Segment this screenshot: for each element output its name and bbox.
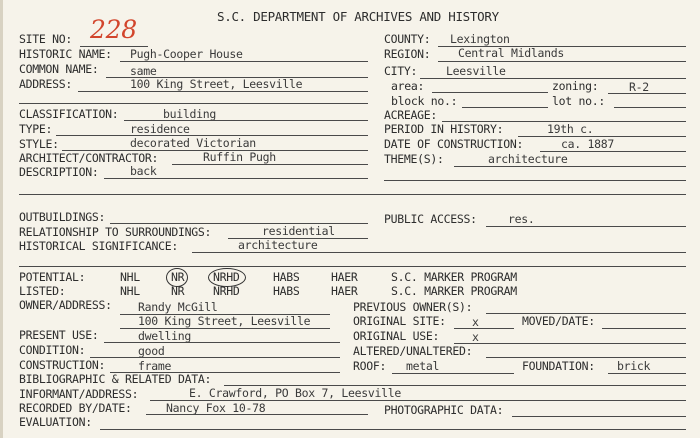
listed-nrhd: NRHD xyxy=(213,284,240,298)
altered-line xyxy=(486,357,686,358)
outbuildings-label: OUTBUILDINGS: xyxy=(19,210,106,224)
area-line xyxy=(432,92,548,93)
description-extra-line xyxy=(19,194,686,195)
description-label: DESCRIPTION: xyxy=(19,165,99,179)
site-no-label: SITE NO: xyxy=(19,32,72,46)
listed-haer: HAER xyxy=(331,284,358,298)
foundation-label: FOUNDATION: xyxy=(522,359,595,373)
significance-label: HISTORICAL SIGNIFICANCE: xyxy=(19,239,178,253)
photo-label: PHOTOGRAPHIC DATA: xyxy=(384,403,504,417)
roof-line xyxy=(392,373,514,374)
description-line xyxy=(104,178,368,179)
relationship-label: RELATIONSHIP TO SURROUNDINGS: xyxy=(19,225,212,239)
classification-value: building xyxy=(163,107,216,121)
common-name-label: COMMON NAME: xyxy=(19,62,99,76)
informant-value: E. Crawford, PO Box 7, Leesville xyxy=(189,386,401,400)
card-edge xyxy=(0,0,3,438)
classification-label: CLASSIFICATION: xyxy=(19,107,119,121)
potential-marker: S.C. MARKER PROGRAM xyxy=(391,270,517,284)
relationship-value: residential xyxy=(262,224,335,238)
orig-site-line xyxy=(454,328,514,329)
photo-line xyxy=(512,416,686,417)
significance-extra-line xyxy=(19,266,686,267)
potential-nr: NR xyxy=(171,270,185,284)
address-label: ADDRESS: xyxy=(19,77,72,91)
description-value: back xyxy=(130,164,157,178)
roof-label: ROOF: xyxy=(353,359,387,373)
orig-use-label: ORIGINAL USE: xyxy=(353,329,440,343)
owner-address: 100 King Street, Leesville xyxy=(138,314,311,328)
date-value: ca. 1887 xyxy=(561,137,614,151)
construction-value: frame xyxy=(138,359,172,373)
recorded-line xyxy=(146,414,368,415)
zoning-value: R-2 xyxy=(629,80,649,94)
zoning-label: zoning: xyxy=(552,79,599,93)
listed-label: LISTED: xyxy=(19,284,66,298)
listed-habs: HABS xyxy=(273,284,300,298)
theme-line xyxy=(454,166,686,167)
public-access-label: PUBLIC ACCESS: xyxy=(384,212,477,226)
city-value: Leesville xyxy=(446,64,506,78)
architect-value: Ruffin Pugh xyxy=(203,150,276,164)
architect-label: ARCHITECT/CONTRACTOR: xyxy=(19,151,159,165)
condition-label: CONDITION: xyxy=(19,343,86,357)
present-use-label: PRESENT USE: xyxy=(19,328,99,342)
altered-label: ALTERED/UNALTERED: xyxy=(353,344,473,358)
type-value: residence xyxy=(130,122,190,136)
address-line xyxy=(78,91,368,92)
period-value: 19th c. xyxy=(547,122,594,136)
address-value: 100 King Street, Leesville xyxy=(130,77,303,91)
potential-haer: HAER xyxy=(331,270,358,284)
foundation-value: brick xyxy=(617,359,651,373)
biblio-label: BIBLIOGRAPHIC & RELATED DATA: xyxy=(19,372,212,386)
condition-value: good xyxy=(138,344,165,358)
acreage-label: ACREAGE: xyxy=(384,108,437,122)
county-label: COUNTY: xyxy=(384,32,431,46)
public-access-line xyxy=(486,226,686,227)
region-value: Central Midlands xyxy=(458,46,564,60)
listed-nhl: NHL xyxy=(120,284,140,298)
foundation-line xyxy=(608,373,686,374)
listed-nr: NR xyxy=(171,284,185,298)
style-value: decorated Victorian xyxy=(130,136,256,150)
city-label: CITY: xyxy=(384,64,418,78)
theme-extra-line xyxy=(384,180,686,181)
informant-label: INFORMANT/ADDRESS: xyxy=(19,387,139,401)
significance-value: architecture xyxy=(238,238,318,252)
orig-site-label: ORIGINAL SITE: xyxy=(353,314,446,328)
moved-line xyxy=(602,328,686,329)
potential-nhl: NHL xyxy=(120,270,140,284)
block-label: block no.: xyxy=(391,94,458,108)
prev-owner-label: PREVIOUS OWNER(S): xyxy=(353,300,473,314)
county-value: Lexington xyxy=(450,32,510,46)
area-label: area: xyxy=(391,79,425,93)
region-line xyxy=(438,61,686,62)
orig-use-line xyxy=(454,343,686,344)
historic-name-line xyxy=(120,61,368,62)
present-use-line xyxy=(104,342,340,343)
zoning-line xyxy=(608,93,686,94)
lot-line xyxy=(614,107,686,108)
theme-value: architecture xyxy=(488,152,568,166)
orig-site-value: x xyxy=(472,315,479,329)
evaluation-label: EVALUATION: xyxy=(19,415,92,429)
moved-label: MOVED/DATE: xyxy=(522,314,595,328)
period-label: PERIOD IN HISTORY: xyxy=(384,122,504,136)
common-name-value: same xyxy=(130,64,157,78)
potential-label: POTENTIAL: xyxy=(19,270,86,284)
lot-label: lot no.: xyxy=(552,94,605,108)
evaluation-line xyxy=(100,429,686,430)
historic-name-label: HISTORIC NAME: xyxy=(19,47,112,61)
card-header: S.C. DEPARTMENT OF ARCHIVES AND HISTORY xyxy=(217,9,499,24)
type-label: TYPE: xyxy=(19,122,53,136)
potential-nrhd: NRHD xyxy=(213,270,240,284)
block-line xyxy=(462,107,548,108)
classification-line xyxy=(124,120,368,121)
recorded-label: RECORDED BY/DATE: xyxy=(19,401,132,415)
owner-name: Randy McGill xyxy=(138,300,218,314)
region-label: REGION: xyxy=(384,47,431,61)
address-extra-line xyxy=(19,103,368,104)
site-no-value: 228 xyxy=(90,15,137,44)
theme-label: THEME(S): xyxy=(384,152,444,166)
date-label: DATE OF CONSTRUCTION: xyxy=(384,137,524,151)
orig-use-value: x xyxy=(472,330,479,344)
roof-value: metal xyxy=(406,359,440,373)
historic-name-value: Pugh-Cooper House xyxy=(130,47,243,61)
present-use-value: dwelling xyxy=(138,329,191,343)
potential-habs: HABS xyxy=(273,270,300,284)
architect-line xyxy=(172,164,368,165)
style-label: STYLE: xyxy=(19,137,59,151)
public-access-value: res. xyxy=(508,212,535,226)
recorded-value: Nancy Fox 10-78 xyxy=(166,401,266,415)
listed-marker: S.C. MARKER PROGRAM xyxy=(391,284,517,298)
condition-line xyxy=(90,357,340,358)
construction-label: CONSTRUCTION: xyxy=(19,358,106,372)
significance-line xyxy=(192,252,686,253)
owner-label: OWNER/ADDRESS: xyxy=(19,298,112,312)
